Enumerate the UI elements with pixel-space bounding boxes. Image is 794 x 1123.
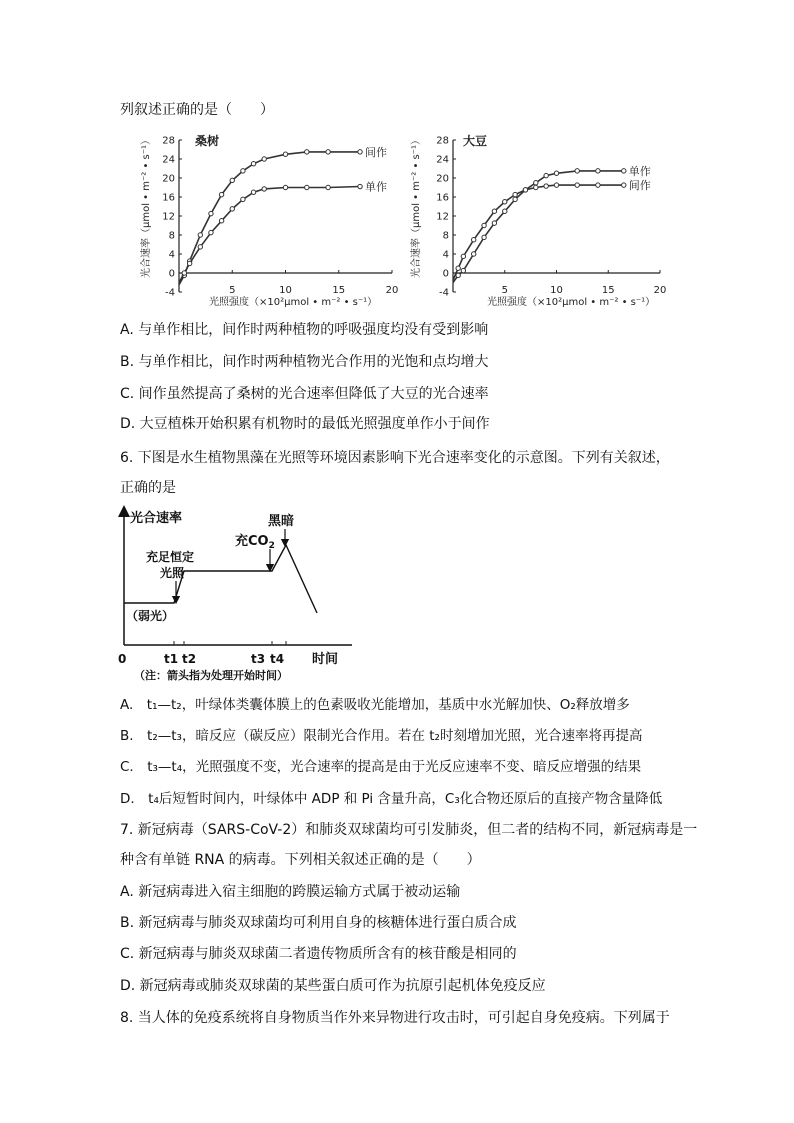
data-point <box>241 169 245 173</box>
x-tick-label: 5 <box>229 285 236 296</box>
y-tick-label: 12 <box>436 211 449 223</box>
series-label: 间作 <box>628 179 651 193</box>
x-tick-label: 10 <box>279 285 292 296</box>
q5-option-b: B. 与单作相比，间作时两种植物光合作用的光饱和点均增大 <box>120 354 489 370</box>
y-tick-label: 28 <box>436 135 449 147</box>
light-label-line1: 充足恒定 <box>146 550 195 564</box>
data-point <box>251 162 255 166</box>
x-tick-label: 20 <box>385 285 399 296</box>
data-point <box>209 211 213 215</box>
data-point <box>262 187 266 191</box>
data-point <box>492 209 496 213</box>
x-axis-label: 光照强度（×10²μmol • m⁻² • s⁻¹） <box>487 297 656 308</box>
question-intro: 列叙述正确的是（ ） <box>120 102 274 118</box>
q7-option-b: B. 新冠病毒与肺炎双球菌均可利用自身的核糖体进行蛋白质合成 <box>120 915 517 931</box>
data-point <box>503 209 507 213</box>
data-point <box>534 185 538 189</box>
origin-label: 0 <box>118 652 127 666</box>
y-axis-label: 光合速率（μmol • m⁻² • s⁻¹） <box>411 134 422 278</box>
chart-title: 桑树 <box>195 134 220 148</box>
diagram-note: （注：箭头指为处理开始时间） <box>134 669 288 682</box>
q6-stem-line1: 6. 下图是水生植物黑藻在光照等环境因素影响下光合速率变化的示意图。下列有关叙述， <box>120 450 670 466</box>
data-point <box>622 169 626 173</box>
chart-mulberry <box>135 128 405 313</box>
y-tick-label: -4 <box>165 287 175 299</box>
series-label: 间作 <box>365 145 388 159</box>
y-tick-label: 24 <box>162 154 175 166</box>
data-point <box>544 173 548 177</box>
q7-option-a: A. 新冠病毒进入宿主细胞的跨膜运输方式属于被动运输 <box>120 884 461 900</box>
data-point <box>305 150 309 154</box>
data-point <box>492 221 496 225</box>
data-point <box>283 185 287 189</box>
y-axis-label: 光合速率 <box>130 511 183 526</box>
t3-label: t3 <box>251 652 266 666</box>
y-tick-label: 4 <box>168 249 175 261</box>
data-point <box>230 207 234 211</box>
series-label: 单作 <box>628 164 651 178</box>
q7-stem-line2: 种含有单链 RNA 的病毒。下列相关叙述正确的是（ ） <box>120 852 481 868</box>
x-axis-label: 光照强度（×10²μmol • m⁻² • s⁻¹） <box>209 297 378 308</box>
y-tick-label: 8 <box>442 230 449 242</box>
data-point <box>575 183 579 187</box>
data-point <box>461 254 465 258</box>
q5-option-c: C. 间作虽然提高了桑树的光合速率但降低了大豆的光合速率 <box>120 386 489 402</box>
data-point <box>187 261 191 265</box>
q7-option-d: D. 新冠病毒或肺炎双球菌的某些蛋白质可作为抗原引起机体免疫反应 <box>120 978 546 994</box>
data-point <box>622 183 626 187</box>
dark-label: 黑暗 <box>268 514 295 529</box>
chart-title: 大豆 <box>463 134 488 148</box>
data-point <box>596 183 600 187</box>
y-axis-label: 光合速率（μmol • m⁻² • s⁻¹） <box>141 134 152 278</box>
q5-option-d: D. 大豆植株开始积累有机物时的最低光照强度单作小于间作 <box>120 416 490 432</box>
data-point <box>503 200 507 204</box>
x-axis-label: 时间 <box>312 652 339 667</box>
y-tick-label: 0 <box>168 268 175 280</box>
series-line-间作 <box>453 185 624 280</box>
q5-option-a: A. 与单作相比，间作时两种植物的呼吸强度均没有受到影响 <box>120 322 489 338</box>
data-point <box>554 171 558 175</box>
data-point <box>326 185 330 189</box>
x-tick-label: 5 <box>501 285 508 296</box>
data-point <box>219 192 223 196</box>
data-point <box>544 184 548 188</box>
q7-option-c: C. 新冠病毒与肺炎双球菌二者遗传物质所含有的核苷酸是相同的 <box>120 946 517 962</box>
data-point <box>241 197 245 201</box>
data-point <box>230 178 234 182</box>
data-point <box>326 150 330 154</box>
y-tick-label: 4 <box>442 249 449 261</box>
y-tick-label: 12 <box>162 211 175 223</box>
x-tick-label: 20 <box>653 285 667 296</box>
q8-stem-line1: 8. 当人体的免疫系统将自身物质当作外来异物进行攻击时，可引起自身免疫病。下列属于 <box>120 1010 670 1026</box>
data-point <box>482 223 486 227</box>
data-point <box>251 190 255 194</box>
data-point <box>472 252 476 256</box>
series-line-间作 <box>179 152 360 285</box>
series-label: 单作 <box>365 180 388 194</box>
q6-option-d: D. t₄后短暂时间内，叶绿体中 ADP 和 Pi 含量升高，C₃化合物还原后的直接产物含量降低 <box>120 791 663 807</box>
data-point <box>182 271 186 275</box>
data-point <box>534 181 538 185</box>
weak-light-label: （弱光） <box>126 609 175 623</box>
data-point <box>575 169 579 173</box>
data-point <box>456 266 460 270</box>
y-tick-label: -4 <box>439 287 449 299</box>
x-tick-label: 10 <box>550 285 563 296</box>
x-tick-label: 15 <box>601 285 615 296</box>
y-tick-label: 28 <box>162 135 175 147</box>
series-line-单作 <box>179 187 360 283</box>
data-point <box>358 150 362 154</box>
y-tick-label: 16 <box>436 192 449 204</box>
q7-stem-line1: 7. 新冠病毒（SARS-CoV-2）和肺炎双球菌均可引发肺炎，但二者的结构不同，新冠病毒是一 <box>120 822 698 838</box>
q6-option-a: A. t₁—t₂，叶绿体类囊体膜上的色素吸收光能增加，基质中水光解加快、O₂释放增多 <box>120 697 630 713</box>
data-point <box>262 157 266 161</box>
data-point <box>305 185 309 189</box>
data-point <box>209 230 213 234</box>
y-tick-label: 16 <box>162 192 175 204</box>
t1-label: t1 <box>164 652 179 666</box>
data-point <box>358 184 362 188</box>
y-tick-label: 20 <box>436 173 449 185</box>
q6-option-b: B. t₂—t₃，暗反应（碳反应）限制光合作用。若在 t₂时刻增加光照，光合速率将再提高 <box>120 728 643 744</box>
x-tick-label: 15 <box>332 285 346 296</box>
data-point <box>198 245 202 249</box>
y-tick-label: 8 <box>168 230 175 242</box>
data-point <box>482 235 486 239</box>
y-tick-label: 24 <box>436 154 449 166</box>
data-point <box>198 233 202 237</box>
chart-soybean <box>405 128 680 313</box>
data-point <box>523 188 527 192</box>
q6-option-c: C. t₃—t₄，光照强度不变，光合速率的提高是由于光反应速率不变、暗反应增强的结果 <box>120 759 642 775</box>
co2-label: 充$CO_2$ <box>235 534 275 551</box>
t2-label: t2 <box>182 652 197 666</box>
light-label-line2: 光照 <box>160 566 185 580</box>
data-point <box>283 152 287 156</box>
data-point <box>513 192 517 196</box>
photosynthesis-diagram <box>112 505 362 683</box>
data-point <box>596 169 600 173</box>
y-tick-label: 20 <box>162 173 175 185</box>
t4-label: t4 <box>270 652 285 666</box>
q6-stem-line2: 正确的是 <box>120 480 176 496</box>
data-point <box>472 238 476 242</box>
data-point <box>554 183 558 187</box>
data-point <box>461 268 465 272</box>
y-tick-label: 0 <box>442 268 449 280</box>
data-point <box>219 219 223 223</box>
data-point <box>513 197 517 201</box>
